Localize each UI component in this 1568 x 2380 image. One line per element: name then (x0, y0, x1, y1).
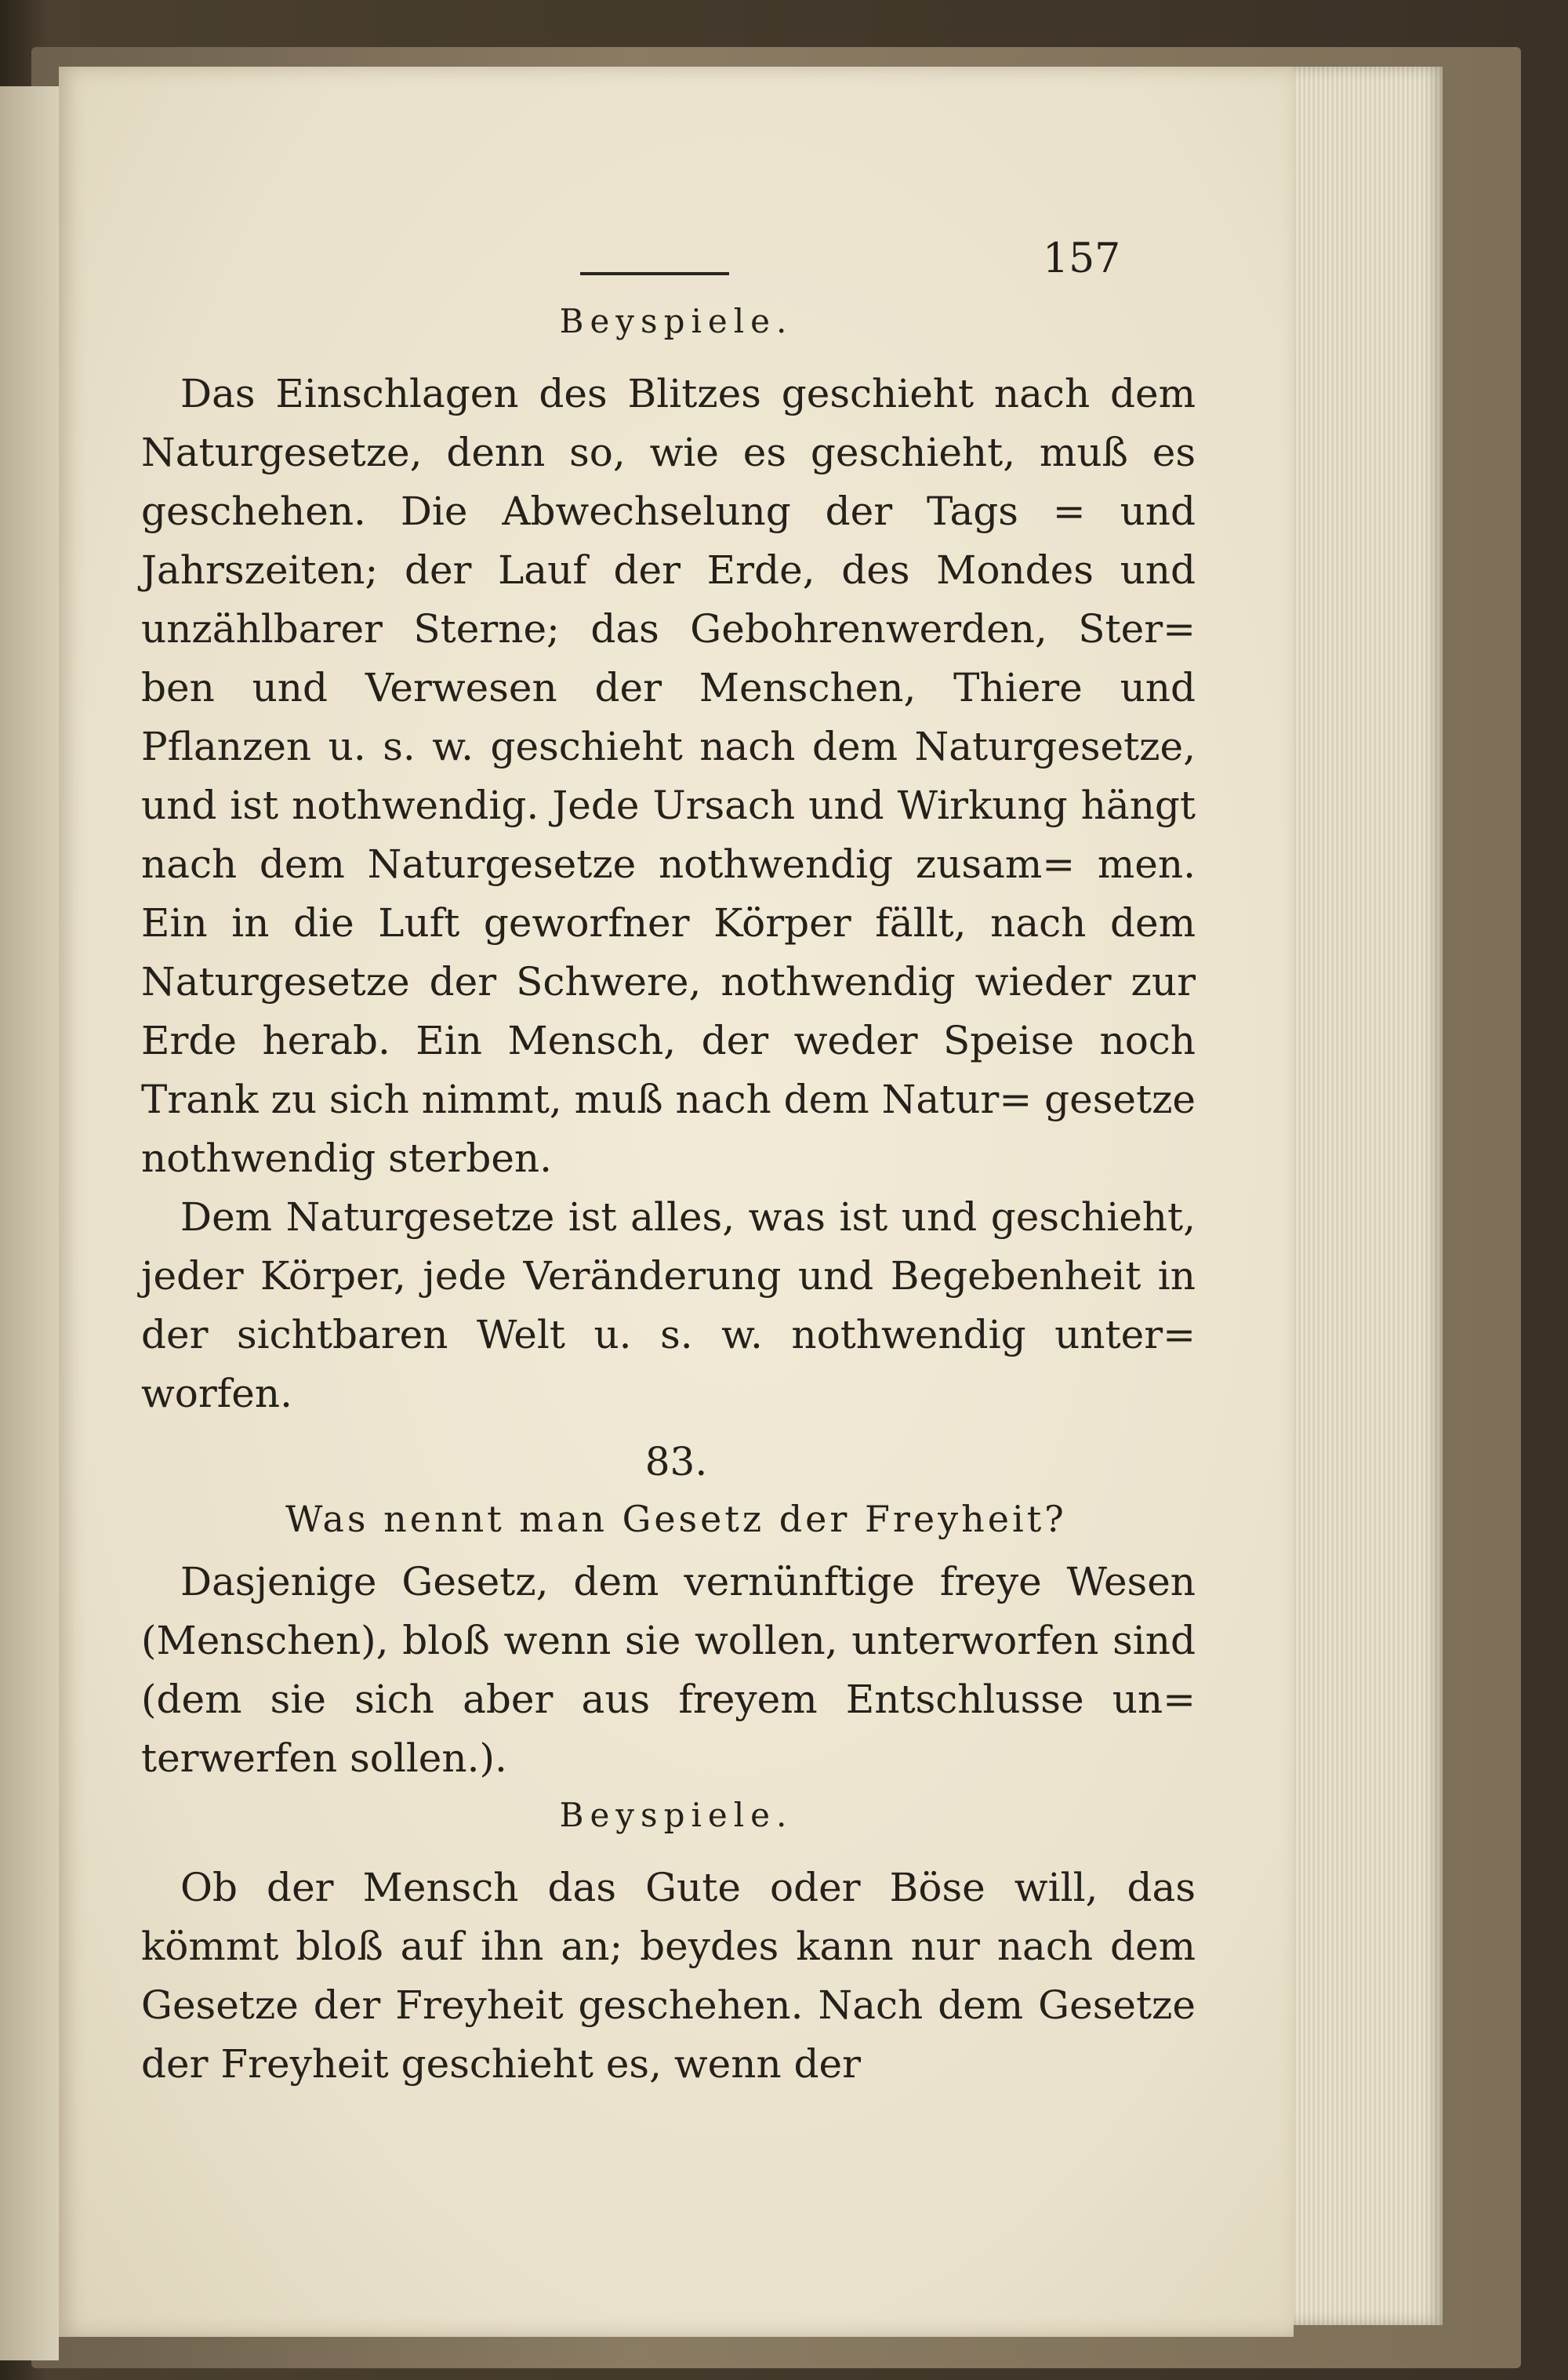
left-page-edge (0, 86, 59, 2360)
section-heading: Beyspiele. (559, 302, 793, 340)
paragraph-2: Dem Naturgesetze ist alles, was ist und geschieht, jeder Körper, jede Veränderung und Begebenheit in der sichtbaren Welt u. s. w. nothwendig unter= worfen. (141, 1194, 1196, 1416)
paragraph-1: Das Einschlagen des Blitzes geschieht nach dem Naturgesetze, denn so, wie es geschieht, muß es geschehen. Die Abwechselung der Tags = und Jahrszeiten; der Lauf der Erde, des Mondes und unzählbarer Sterne; das Gebohrenwerden, Ster= ben und Verwesen der Menschen, Thiere und Pflanzen u. s. w. geschieht nach dem Naturgesetze, und ist nothwendig. Jede Ursach und Wirkung hängt nach dem Naturgesetze nothwendig zusam= men. Ein in die Luft geworfner Körper fällt, nach dem Naturgesetze der Schwere, nothwendig wieder zur Erde herab. Ein Mensch, der weder Speise noch Trank zu sich nimmt, muß nach dem Natur= gesetze nothwendig sterben. (141, 371, 1196, 1181)
example-heading: Beyspiele. (559, 1796, 793, 1834)
page-block-edge (1286, 67, 1443, 2325)
question-number: 83. (644, 1439, 708, 1484)
question-title: Was nennt man Gesetz der Freyheit? (285, 1498, 1067, 1540)
page-number: 157 (1043, 235, 1121, 282)
example-paragraph: Ob der Mensch das Gute oder Böse will, das kömmt bloß auf ihn an; beydes kann nur nach dem Gesetze der Freyheit geschehen. Nach dem Gesetze der Freyheit geschieht es, wenn der (141, 1865, 1196, 2087)
book-page (59, 67, 1294, 2337)
answer-paragraph: Dasjenige Gesetz, dem vernünftige freye Wesen (Menschen), bloß wenn sie wollen, unterworfen sind (dem sie sich aber aus freyem Entschlusse un= terwerfen sollen.). (141, 1559, 1196, 1781)
header-rule (580, 272, 729, 275)
